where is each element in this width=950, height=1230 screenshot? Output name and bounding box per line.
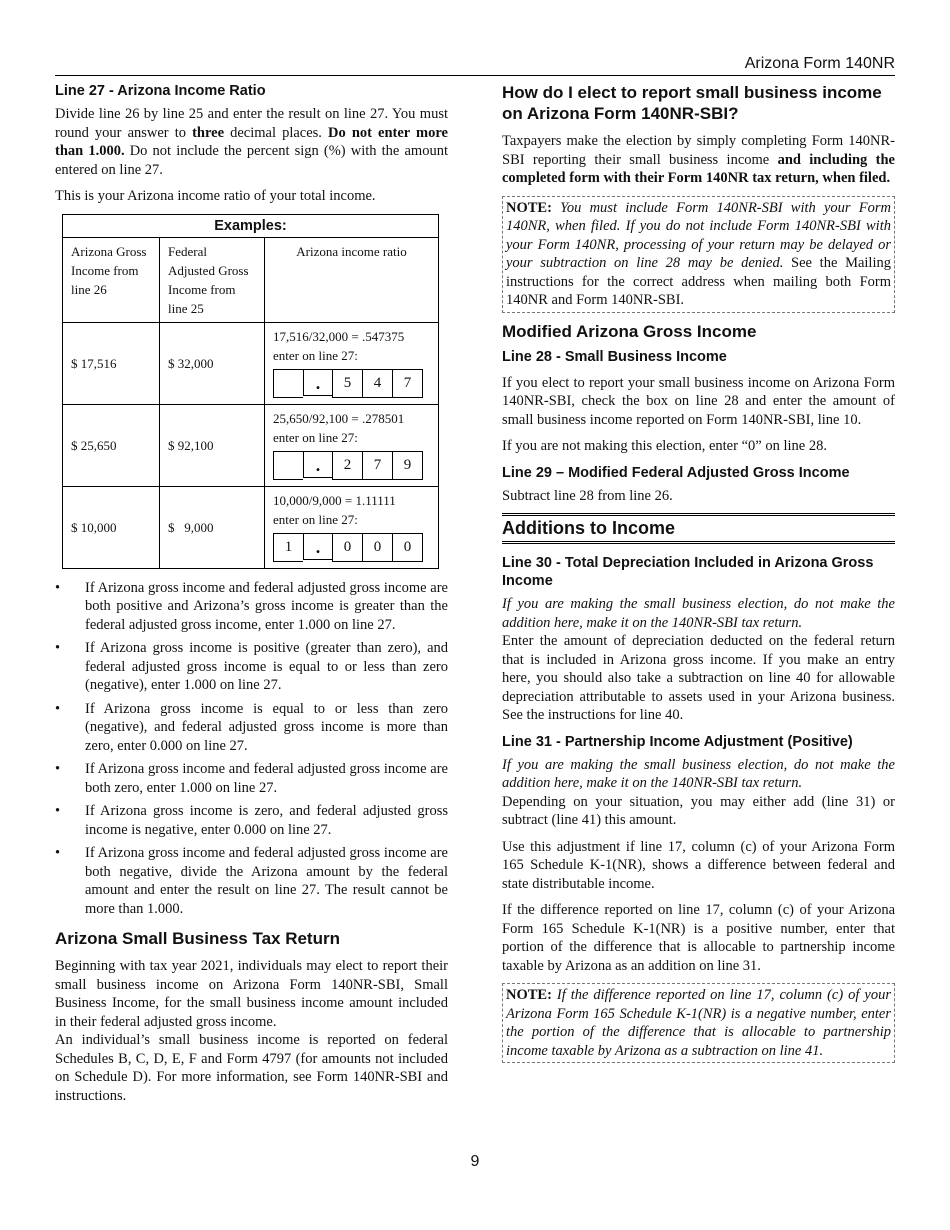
form-title: Arizona Form 140NR <box>744 55 895 72</box>
line30-italic-note: If you are making the small business election, do not make the addition here, make it on the 140NR-SBI tax return. <box>502 596 895 631</box>
line27-instructions: Divide line 26 by line 25 and enter the result on line 27. You must round your answer to three decimal places. Do not enter more than 1.000. Do not include the percent sign (%) with the amount entered on line 27. <box>55 106 448 178</box>
row3-boxes <box>273 533 430 562</box>
table-row <box>63 486 439 568</box>
digit-box: 0 <box>362 533 392 562</box>
line28-paragraph-1: If you elect to report your small business income on Arizona Form 140NR-SBI, check the box on line 28 and enter the amount of small business income reported on Form 140NR-SBI, line 10. <box>502 374 895 428</box>
table-row <box>63 322 439 404</box>
sbt-paragraph-2: An individual’s small business income is reported on federal Schedules B, C, D, E, F and Form 4797 (for amounts not included on Schedule D). For more information, see Form 140NR-SBI and instructions. <box>55 1032 448 1104</box>
decimal-box: . <box>303 369 332 396</box>
row2-enter: enter on line 27: <box>273 429 358 445</box>
header-ratio: Arizona income ratio <box>265 237 439 322</box>
header-rule <box>55 75 895 76</box>
elect-heading: How do I elect to report small business income on Arizona Form 140NR-SBI? <box>502 83 882 123</box>
row3-az: $ 10,000 <box>63 486 160 568</box>
row2-az: $ 25,650 <box>63 404 160 486</box>
list-item: • If Arizona gross income and federal adjusted gross income are both zero, enter 1.000 on line 27. <box>55 760 448 797</box>
sbt-heading: Arizona Small Business Tax Return <box>55 929 340 948</box>
line27-ratio-note: This is your Arizona income ratio of your total income. <box>55 188 376 204</box>
list-item: • If Arizona gross income and federal adjusted gross income are both negative, divide the Arizona amount by the federal amount and enter the result on line 27. The result cannot be more than 1.000. <box>55 844 448 918</box>
line28-heading: Line 28 - Small Business Income <box>502 348 727 365</box>
list-item: • If Arizona gross income is zero, and federal adjusted gross income is negative, enter 0.000 on line 27. <box>55 802 448 839</box>
row2-ratio <box>265 404 439 486</box>
line30-paragraph: Enter the amount of depreciation deducted on the federal return that is included in Arizona gross income. If you make an entry here, you should also take a subtraction on line 40 for allowable depreciation attributable to assets used in your Arizona business. See the instructions for line 40. <box>502 633 895 723</box>
line31-heading: Line 31 - Partnership Income Adjustment (Positive) <box>502 733 853 750</box>
row2-calc: 25,650/92,100 = .278501 <box>273 410 405 426</box>
line30-heading: Line 30 - Total Depreciation Included in Arizona Gross Income <box>502 555 874 589</box>
digit-box <box>273 369 303 398</box>
digit-box: 2 <box>332 451 362 480</box>
list-item: • If Arizona gross income is equal to or less than zero (negative), and federal adjusted gross income is more than zero, enter 0.000 on line 27. <box>55 700 448 756</box>
decimal-box: . <box>303 451 332 478</box>
right-column <box>502 82 895 1071</box>
header-az-gross: Arizona Gross Income from line 26 <box>63 237 160 322</box>
line31-paragraph-1: Depending on your situation, you may either add (line 31) or subtract (line 41) this amount. <box>502 793 895 828</box>
table-row <box>63 404 439 486</box>
digit-box <box>273 451 303 480</box>
additions-heading: Additions to Income <box>502 518 675 538</box>
additions-section-bar <box>502 513 895 544</box>
line29-paragraph: Subtract line 28 from line 26. <box>502 487 673 504</box>
left-column <box>55 82 448 1113</box>
ratio-rules-list <box>55 579 448 919</box>
row3-calc: 10,000/9,000 = 1.11111 <box>273 492 396 508</box>
row3-fed: $ 9,000 <box>160 486 265 568</box>
digit-box: 0 <box>332 533 362 562</box>
digit-box: 1 <box>273 533 303 562</box>
examples-table <box>62 214 439 569</box>
page-number: 9 <box>470 1153 480 1170</box>
line31-italic-note: If you are making the small business election, do not make the addition here, make it on the 140NR-SBI tax return. <box>502 756 895 791</box>
row3-ratio <box>265 486 439 568</box>
row1-boxes <box>273 369 430 398</box>
line31-paragraph-2: Use this adjustment if line 17, column (c) of your Arizona Form 165 Schedule K-1(NR), shows a difference between federal and state distributable income. <box>502 838 895 892</box>
examples-title: Examples: <box>63 214 439 237</box>
digit-box: 9 <box>392 451 423 480</box>
digit-box: 0 <box>392 533 423 562</box>
digit-box: 7 <box>362 451 392 480</box>
row2-boxes <box>273 451 430 480</box>
list-item: • If Arizona gross income and federal adjusted gross income are both positive and Arizona’s gross income is greater than the federal adjusted gross income, enter 1.000 on line 27. <box>55 579 448 635</box>
line27-heading: Line 27 - Arizona Income Ratio <box>55 83 266 99</box>
row1-enter: enter on line 27: <box>273 347 358 363</box>
header-fed-agi: Federal Adjusted Gross Income from line 25 <box>160 237 265 322</box>
note-box-1: NOTE: You must include Form 140NR-SBI with your Form 140NR, when filed. If you do not include Form 140NR-SBI with your Form 140NR, processing of your return may be delayed or your subtraction on line 28 may be denied. See the Mailing instructions for the correct address when mailing both Form 140NR and Form 140NR-SBI. <box>502 196 895 313</box>
magi-heading: Modified Arizona Gross Income <box>502 321 757 341</box>
digit-box: 7 <box>392 369 423 398</box>
decimal-box: . <box>303 533 332 560</box>
digit-box: 5 <box>332 369 362 398</box>
line31-paragraph-3: If the difference reported on line 17, column (c) of your Arizona Form 165 Schedule K-1(NR) is a positive number, enter that portion of the difference that is allocable to partnership income taxable by Arizona as an addition on line 31. <box>502 902 895 974</box>
row1-az: $ 17,516 <box>63 322 160 404</box>
sbt-paragraph-1: Beginning with tax year 2021, individuals may elect to report their small business income on Arizona Form 140NR-SBI, Small Business Income, for the small business income amount included in their federal adjusted gross income. <box>55 958 448 1030</box>
elect-paragraph: Taxpayers make the election by simply completing Form 140NR-SBI reporting their small business income and including the completed form with their Form 140NR tax return, when filed. <box>502 133 895 186</box>
note-box-2: NOTE: If the difference reported on line 17, column (c) of your Arizona Form 165 Schedule K-1(NR) is a negative number, enter the portion of the difference that is allocable to partnership income taxable by Arizona as a subtraction on line 41. <box>502 983 895 1063</box>
row1-fed: $ 32,000 <box>160 322 265 404</box>
row1-calc: 17,516/32,000 = .547375 <box>273 328 405 344</box>
line29-heading: Line 29 – Modified Federal Adjusted Gross Income <box>502 464 850 481</box>
row1-ratio <box>265 322 439 404</box>
row3-enter: enter on line 27: <box>273 511 358 527</box>
digit-box: 4 <box>362 369 392 398</box>
list-item: • If Arizona gross income is positive (greater than zero), and federal adjusted gross income is equal to or less than zero (negative), enter 1.000 on line 27. <box>55 639 448 695</box>
line28-paragraph-2: If you are not making this election, enter “0” on line 28. <box>502 438 827 454</box>
row2-fed: $ 92,100 <box>160 404 265 486</box>
